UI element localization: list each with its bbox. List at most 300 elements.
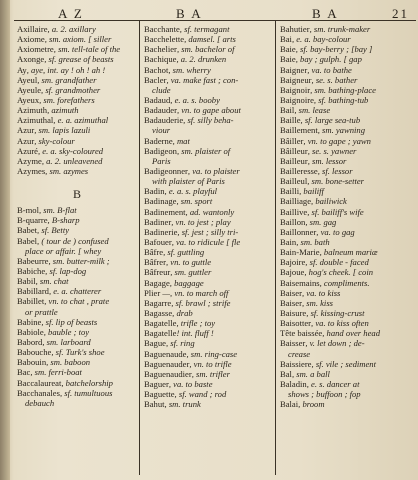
entry-headword: Badiner [144, 216, 172, 227]
column-2 [144, 24, 272, 409]
column-divider-2 [275, 20, 276, 475]
entry-headword: Baie [280, 44, 296, 55]
entry-definition: , va. to bathe [307, 64, 352, 75]
header-right-letters: B A [312, 6, 339, 21]
entry-continuation [17, 307, 137, 317]
dictionary-entry [280, 186, 416, 196]
entry-headword: Babine [17, 316, 42, 327]
entry-headword: Axiome [17, 34, 45, 45]
section-gap [17, 176, 137, 183]
entry-continuation [17, 398, 137, 408]
dictionary-entry [17, 75, 137, 85]
entry-definition: , hand over head [322, 328, 380, 339]
entry-headword: Bailleul [280, 176, 308, 187]
entry-definition: , sf. double - faced [305, 257, 369, 268]
entry-headword: Babil [17, 276, 36, 287]
dictionary-entry [280, 338, 416, 348]
entry-headword: Baguette [144, 389, 175, 400]
dictionary-entry [144, 95, 272, 105]
entry-definition: , sf. Betty [37, 225, 70, 236]
dictionary-entry [280, 379, 416, 389]
entry-headword: Baillonner [280, 226, 317, 237]
entry-headword: Axiometre [17, 44, 54, 55]
section-letter: B [72, 187, 81, 202]
dictionary-entry [280, 105, 416, 115]
entry-headword: Baigneur [280, 74, 312, 85]
entry-definition: , va. to gag [316, 226, 355, 237]
entry-definition: , sm. sport [176, 196, 213, 207]
book-gutter [0, 0, 10, 480]
entry-headword: Ay [17, 64, 27, 75]
dictionary-entry [17, 115, 137, 125]
dictionary-entry [280, 298, 416, 308]
entry-definition: , sm. larboard [42, 336, 91, 347]
entry-definition: with plaister of Paris [152, 176, 225, 187]
entry-definition: , damsel. [ arts [184, 34, 236, 45]
dictionary-entry [144, 146, 272, 156]
entry-definition: , sm. trifler [191, 368, 230, 379]
entry-headword: Baille [280, 115, 301, 126]
entry-definition: , sm. baboon [46, 357, 91, 368]
entry-definition: , sm. bachelor of [176, 44, 235, 55]
dictionary-entry [17, 276, 137, 286]
entry-definition: , va. to kiss often [311, 318, 369, 329]
entry-headword: Bacchelette [144, 34, 185, 45]
entry-headword: Bailleresse [280, 165, 318, 176]
column-divider-1 [139, 20, 140, 475]
entry-definition: , va. to ridicule [ fle [171, 236, 241, 247]
dictionary-entry [144, 227, 272, 237]
entry-headword: Badigeonner [144, 165, 188, 176]
dictionary-entry [17, 256, 137, 266]
header-rule [14, 20, 416, 21]
dictionary-entry [17, 367, 137, 377]
dictionary-entry [144, 217, 272, 227]
entry-headword: Babeurre [17, 255, 49, 266]
entry-definition: , baggage [169, 277, 204, 288]
dictionary-entry [17, 378, 137, 388]
entry-definition: , va. to plaister [187, 165, 240, 176]
entry-continuation [144, 125, 272, 135]
dictionary-entry [280, 146, 416, 156]
entry-headword: Bâilleur [280, 145, 308, 156]
dictionary-entry [17, 44, 137, 54]
entry-definition: , sf. bay-berry ; [bay ] [295, 44, 373, 55]
entry-definition: , sf. kissing-crust [306, 307, 365, 318]
dictionary-entry [144, 24, 272, 34]
dictionary-entry [17, 85, 137, 95]
entry-definition: , vn. to chat , prate [44, 296, 110, 307]
dictionary-entry [144, 267, 272, 277]
dictionary-entry [144, 166, 272, 176]
entry-definition: shows ; buffoon ; fop [288, 389, 361, 400]
entry-headword: Baillon [280, 216, 306, 227]
entry-definition: , sky-colour [34, 135, 75, 146]
entry-headword: Azimuthal [17, 115, 54, 126]
dictionary-entry [280, 176, 416, 186]
dictionary-entry [17, 337, 137, 347]
entry-definition: , sm. lessor [307, 155, 347, 166]
dictionary-entry [144, 288, 272, 298]
entry-headword: Babiche [17, 265, 46, 276]
entry-definition: , sf. lap-dog [45, 265, 87, 276]
entry-definition: , sf. termagant [179, 24, 230, 34]
dictionary-entry [280, 318, 416, 328]
entry-definition: , bailiff [299, 186, 324, 197]
dictionary-entry [144, 34, 272, 44]
entry-definition: , sf. silly beha- [183, 115, 234, 126]
dictionary-entry [144, 115, 272, 125]
dictionary-entry [144, 349, 272, 359]
dictionary-entry [280, 125, 416, 135]
dictionary-entry [280, 369, 416, 379]
dictionary-entry [280, 328, 416, 338]
entry-headword: Bacler [144, 74, 167, 85]
entry-headword: Ayeux [17, 94, 40, 105]
entry-headword: Baderne [144, 135, 173, 146]
entry-headword: Bailli [280, 186, 300, 197]
entry-headword: Bacchante [144, 24, 180, 34]
header-middle-letters: B A [176, 6, 203, 21]
entry-headword: Azuré [17, 145, 38, 156]
entry-headword: Ayeule [17, 84, 42, 95]
dictionary-entry [17, 146, 137, 156]
entry-headword: Plier [144, 287, 161, 298]
entry-definition: , sf. grandmother [41, 84, 101, 95]
entry-definition: , sm. trunk-maker [309, 24, 371, 34]
entry-definition: , sf. large sea-tub [300, 115, 361, 126]
entry-definition: , vn. to jest ; play [171, 216, 231, 227]
entry-headword: Baillement [280, 125, 318, 136]
entry-definition: , sf. bathing-tub [313, 94, 369, 105]
entry-headword: Azur [17, 125, 35, 136]
entry-headword: Baguenauder [144, 358, 190, 369]
entry-definition: , sm. axiom. [ siller [44, 34, 112, 45]
dictionary-entry [280, 54, 416, 64]
dictionary-entry [144, 278, 272, 288]
entry-headword: Bal [280, 368, 292, 379]
entry-headword: Bâfreur [144, 267, 171, 278]
entry-headword: Baissiere [280, 358, 312, 369]
dictionary-entry [17, 24, 137, 34]
dictionary-entry [144, 338, 272, 348]
entry-headword: Bacchanales [17, 387, 60, 398]
entry-headword: Bagage [144, 277, 170, 288]
entry-headword: Bâfrer [144, 257, 166, 268]
dictionary-entry [280, 288, 416, 298]
dictionary-entry [144, 328, 272, 338]
entry-definition: , ( tour de ) confused [37, 235, 109, 246]
entry-headword: Babet [17, 225, 38, 236]
dictionary-entry [144, 298, 272, 308]
entry-headword: Bahutier [280, 24, 310, 34]
dictionary-entry [280, 207, 416, 217]
entry-definition: , se. s. yawner [307, 145, 357, 156]
dictionary-entry [144, 237, 272, 247]
dictionary-entry [17, 205, 137, 215]
entry-definition: , a. 2. unleavened [41, 155, 103, 166]
entry-definition: , v. let down ; de- [305, 338, 365, 349]
entry-definition: , sm. trunk [164, 399, 201, 410]
page-number: 21 [392, 6, 409, 21]
entry-definition: , sm. gag [305, 216, 337, 227]
dictionary-entry [280, 85, 416, 95]
entry-headword: Badigeon [144, 145, 177, 156]
dictionary-entry [17, 357, 137, 367]
entry-continuation [144, 176, 272, 186]
entry-definition: , sf. vile ; sediment [311, 358, 376, 369]
entry-headword: Bail [280, 105, 295, 116]
dictionary-entry [17, 166, 137, 176]
dictionary-entry [144, 65, 272, 75]
entry-definition: , sm. kiss [301, 297, 334, 308]
entry-headword: Babillard [17, 286, 49, 297]
entry-definition: —, vn. to march off [160, 287, 229, 298]
entry-definition: Paris [152, 155, 171, 166]
entry-headword: B-quarre [17, 215, 48, 226]
entry-definition: , sf. wand ; rod [174, 389, 227, 400]
entry-headword: Babillet [17, 296, 45, 307]
entry-headword: Bâfre [144, 247, 164, 258]
entry-definition: , trifle ; toy [176, 318, 216, 329]
dictionary-entry [144, 196, 272, 206]
entry-definition: , azimuth [47, 105, 79, 116]
dictionary-entry [280, 136, 416, 146]
entry-definition: , va. make fast ; con- [166, 74, 239, 85]
entry-headword: Baigner [280, 64, 308, 75]
dictionary-entry [144, 308, 272, 318]
dictionary-entry [17, 236, 137, 246]
entry-headword: Bahut [144, 399, 165, 410]
entry-headword: Badauderie [144, 115, 184, 126]
entry-headword: Baie [280, 54, 296, 65]
dictionary-entry [280, 359, 416, 369]
entry-definition: , sm. tell-tale of the [53, 44, 121, 55]
entry-headword: Azymes [17, 165, 46, 176]
entry-definition: , sm. butter-milk ; [48, 255, 110, 266]
entry-headword: Babouin [17, 357, 47, 368]
dictionary-entry [17, 54, 137, 64]
entry-definition: , sf. jest ; silly tri- [177, 226, 239, 237]
entry-headword: Axillaire [17, 24, 48, 34]
entry-definition: ! int. fluff ! [176, 328, 214, 339]
entry-definition: , bauble ; toy [43, 326, 90, 337]
entry-definition: clude [152, 84, 171, 95]
entry-definition: , e. a. sky-coloured [38, 145, 104, 156]
entry-definition: , sf. guttling [163, 247, 205, 258]
entry-headword: Tête baissée [280, 328, 323, 339]
dictionary-entry [280, 267, 416, 277]
entry-definition: , sf. Turk's shoe [51, 347, 105, 358]
entry-definition: place or affair. [ whey [25, 245, 102, 256]
dictionary-entry [144, 44, 272, 54]
dictionary-entry [280, 257, 416, 267]
dictionary-entry [144, 186, 272, 196]
dictionary-entry [280, 227, 416, 237]
entry-headword: Ayeul [17, 74, 38, 85]
entry-headword: Axonge [17, 54, 45, 65]
entry-definition: , sm. chat [35, 276, 69, 287]
entry-definition: , a. 2. drunken [176, 54, 227, 65]
dictionary-entry [144, 389, 272, 399]
dictionary-entry [280, 196, 416, 206]
entry-headword: Baisure [280, 307, 307, 318]
entry-definition: , va. to baste [168, 378, 213, 389]
entry-definition: , vn. to trifle [189, 358, 232, 369]
dictionary-entry [280, 399, 416, 409]
dictionary-entry [280, 24, 416, 34]
entry-definition: , sf. bailiff's wife [307, 206, 364, 217]
entry-definition: , sf. grease of beasts [44, 54, 114, 65]
entry-headword: Bajoue [280, 267, 305, 278]
entry-definition: , sm. ring-case [186, 348, 238, 359]
entry-headword: Azur [17, 135, 35, 146]
entry-definition: , e. a. s. booby [170, 94, 220, 105]
dictionary-entry [17, 388, 137, 398]
entry-continuation [144, 156, 272, 166]
entry-definition: , hog's cheek. [ coin [304, 267, 374, 278]
entry-headword: Bague [144, 338, 166, 349]
entry-headword: Baisemains [280, 277, 320, 288]
entry-definition: , e. a. s. playful [164, 186, 218, 197]
entry-definition: , a. 2. axillary [47, 24, 96, 34]
dictionary-entry [280, 308, 416, 318]
entry-definition: , e. a. bay-colour [291, 34, 351, 45]
entry-definition: , sf. brawl ; strife [171, 297, 231, 308]
entry-definition: , sm. a ball [291, 368, 330, 379]
entry-headword: Badinerie [144, 226, 178, 237]
entry-definition: , mat [172, 135, 190, 146]
entry-headword: Bachique [144, 54, 177, 65]
entry-headword: Badin [144, 186, 165, 197]
entry-definition: viour [152, 125, 171, 136]
dictionary-entry [144, 399, 272, 409]
entry-definition: , sm. lease [294, 105, 331, 116]
entry-definition: , sm. lapis lazuli [34, 125, 91, 136]
dictionary-entry [280, 65, 416, 75]
dictionary-entry [280, 95, 416, 105]
entry-headword: Bagatelle [144, 328, 177, 339]
entry-headword: Baiser [280, 297, 302, 308]
dictionary-entry [144, 379, 272, 389]
entry-headword: Baguenaude [144, 348, 187, 359]
entry-definition: or prattle [25, 306, 58, 317]
entry-definition: , bailiwick [311, 196, 347, 207]
dictionary-entry [17, 296, 137, 306]
entry-headword: Bai [280, 34, 292, 45]
entry-headword: Bailleur [280, 155, 308, 166]
entry-definition: debauch [25, 397, 55, 408]
dictionary-entry [144, 369, 272, 379]
entry-definition: , sm. bone-setter [307, 176, 365, 187]
entry-headword: Bagasse [144, 307, 173, 318]
dictionary-entry [280, 217, 416, 227]
entry-definition: , balneum mariæ [319, 247, 378, 258]
entry-headword: Bagatelle [144, 318, 177, 329]
entry-definition: , sm. guttler [170, 267, 212, 278]
entry-continuation [144, 85, 272, 95]
entry-definition: , sm. ferri-boat [30, 367, 82, 378]
entry-headword: Bagarre [144, 297, 172, 308]
entry-definition: , broom [298, 399, 325, 410]
entry-headword: Bain [280, 236, 297, 247]
dictionary-entry [280, 44, 416, 54]
entry-headword: Baiser [280, 287, 302, 298]
dictionary-entry [17, 225, 137, 235]
entry-definition: , e. a. azimuthal [53, 115, 109, 126]
dictionary-entry [280, 75, 416, 85]
entry-headword: B-mol [17, 205, 39, 216]
column-3 [280, 24, 416, 409]
dictionary-entry [17, 156, 137, 166]
entry-definition: , sm. yawning [317, 125, 365, 136]
entry-definition: , va. to kiss [301, 287, 341, 298]
entry-definition: , drab [172, 307, 193, 318]
entry-headword: Baignoir [280, 84, 311, 95]
entry-definition: , ad. wantonly [185, 206, 235, 217]
dictionary-entry [17, 136, 137, 146]
entry-headword: Baisotter [280, 318, 312, 329]
entry-continuation [280, 389, 416, 399]
entry-definition: , sm. grandfather [37, 74, 97, 85]
entry-definition: , sf. lessor [317, 165, 353, 176]
dictionary-entry [144, 257, 272, 267]
entry-definition: , sf. tumultuous [59, 387, 113, 398]
entry-headword: Bachot [144, 64, 169, 75]
dictionary-entry [17, 327, 137, 337]
entry-headword: Baccalaureat [17, 377, 62, 388]
entry-definition: , e. a. chatterer [48, 286, 102, 297]
entry-definition: , vn. to gape ; yawn [303, 135, 371, 146]
dictionary-entry [17, 317, 137, 327]
entry-headword: Baisser [280, 338, 306, 349]
dictionary-entry [280, 247, 416, 257]
dictionary-entry [17, 347, 137, 357]
dictionary-entry [144, 359, 272, 369]
entry-headword: Baladin [280, 378, 307, 389]
dictionary-entry [144, 75, 272, 85]
entry-headword: Bac [17, 367, 31, 378]
entry-headword: Babouche [17, 347, 52, 358]
entry-headword: Bain-Marie [280, 247, 320, 258]
column-1 [17, 24, 137, 408]
entry-headword: Azyme [17, 155, 42, 166]
dictionary-entry [17, 65, 137, 75]
dictionary-entry [144, 247, 272, 257]
dictionary-entry [17, 266, 137, 276]
dictionary-entry [144, 136, 272, 146]
entry-definition: , bay ; gulph. [ gap [295, 54, 362, 65]
dictionary-entry [144, 207, 272, 217]
entry-headword: Babord [17, 336, 43, 347]
entry-definition: , sm. bathing-place [310, 84, 376, 95]
dictionary-entry [17, 95, 137, 105]
entry-headword: Babel [17, 235, 38, 246]
entry-definition: , sf. lip of beasts [41, 316, 98, 327]
entry-definition: , sm. azymes [45, 165, 89, 176]
entry-definition: , sf. ring [165, 338, 195, 349]
entry-definition: , batchelorship [61, 377, 113, 388]
entry-continuation [17, 246, 137, 256]
dictionary-entry [17, 125, 137, 135]
entry-definition: , compliments. [319, 277, 370, 288]
dictionary-entry [280, 278, 416, 288]
dictionary-entry [17, 105, 137, 115]
entry-definition: , e. s. dancer at [306, 378, 360, 389]
dictionary-entry [144, 54, 272, 64]
entry-headword: Bafouer [144, 236, 172, 247]
entry-definition: , sm. B-flat [38, 205, 77, 216]
